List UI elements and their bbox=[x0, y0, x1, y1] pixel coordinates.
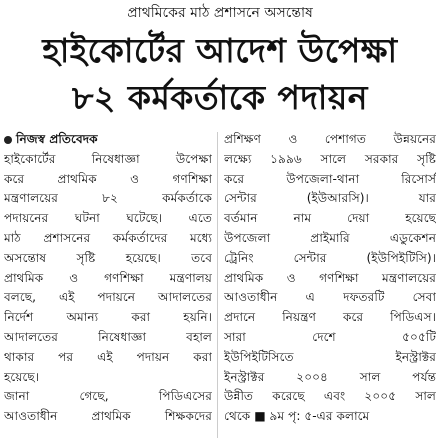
body-line: মাঠ প্রশাসনের কর্মকর্তাদের মধ্যে bbox=[4, 230, 212, 245]
kicker-headline: প্রাথমিকের মাঠ প্রশাসনে অসন্তোষ bbox=[127, 5, 313, 21]
body-line: সেন্টার (ইউআরসি)। যার bbox=[224, 191, 436, 206]
body-line: প্রশিক্ষণ ও পেশাগত উন্নয়নের bbox=[224, 132, 436, 146]
article-column-right bbox=[224, 130, 436, 440]
column-divider bbox=[217, 132, 218, 438]
body-line: করে প্রাথমিক ও গণশিক্ষা bbox=[4, 171, 212, 186]
headline-line-1: হাইকোর্টের আদেশ উপেক্ষা bbox=[42, 31, 398, 70]
body-line: প্রাথমিক ও গণশিক্ষা মন্ত্রণালয়ের bbox=[224, 270, 436, 285]
body-line: করে উপজেলা-থানা রিসোর্স bbox=[224, 171, 436, 186]
body-line: থাকার পর এই পদায়ন করা bbox=[4, 349, 212, 364]
body-line: জানা গেছে, পিডিএসের bbox=[4, 389, 212, 404]
article-column-left bbox=[4, 130, 212, 440]
byline bbox=[4, 130, 212, 150]
body-line: আওতাধীন এ দফতরটি সেবা bbox=[224, 290, 436, 305]
body-line: বলছে, এই পদায়নে আদালতের bbox=[4, 290, 212, 305]
bullet-icon bbox=[4, 136, 12, 144]
body-line: লক্ষ্যে ১৯৯৬ সালে সরকার সৃষ্টি bbox=[224, 151, 436, 166]
body-line: আওতাধীন প্রাথমিক শিক্ষকদের bbox=[4, 409, 212, 424]
body-line: প্রাথমিক ও গণশিক্ষা মন্ত্রণালয় bbox=[4, 270, 212, 285]
body-line: আদালতের নিষেধাজ্ঞা বহাল bbox=[4, 329, 212, 344]
body-line: হয়েছে। bbox=[4, 369, 40, 384]
body-line: অসন্তোষ সৃষ্টি হয়েছে। তবে bbox=[4, 250, 212, 265]
headline-line-2: ৮২ কর্মকর্তাকে পদায়ন bbox=[72, 78, 368, 117]
body-line: উন্নীত করেছে এবং ২০০৫ সাল bbox=[224, 389, 436, 404]
body-line: উপজেলা প্রাইমারি এডুকেশন bbox=[224, 230, 436, 245]
body-line: সারা দেশে ৫০৫টি bbox=[224, 329, 436, 344]
body-line: প্রদানে নিয়ন্ত্রণ করে পিডিএস। bbox=[224, 310, 436, 325]
body-line: নির্দেশ অমান্য করা হয়নি। bbox=[4, 310, 212, 325]
continuation-note[interactable]: থেকে ■ ৯ম পৃ: ৫-এর কলামে bbox=[224, 409, 370, 424]
body-line: বর্তমান নাম দেয়া হয়েছে bbox=[224, 211, 436, 226]
body-line: ইনস্ট্রাক্টর ২০০৪ সাল পর্যন্ত bbox=[224, 369, 436, 384]
body-line: মন্ত্রণালয়ের ৮২ কর্মকর্তাকে bbox=[4, 191, 212, 206]
body-line: হাইকোর্টের নিষেধাজ্ঞা উপেক্ষা bbox=[4, 151, 212, 166]
body-line: ট্রেনিং সেন্টার (ইউপিইটিসি)। bbox=[224, 250, 436, 265]
body-line: পদায়নের ঘটনা ঘটেছে। এতে bbox=[4, 211, 212, 226]
byline-text: নিজস্ব প্রতিবেদক bbox=[16, 132, 98, 146]
body-line: ইউপিইটিসিতে ইনস্ট্রাক্টর bbox=[224, 349, 436, 364]
